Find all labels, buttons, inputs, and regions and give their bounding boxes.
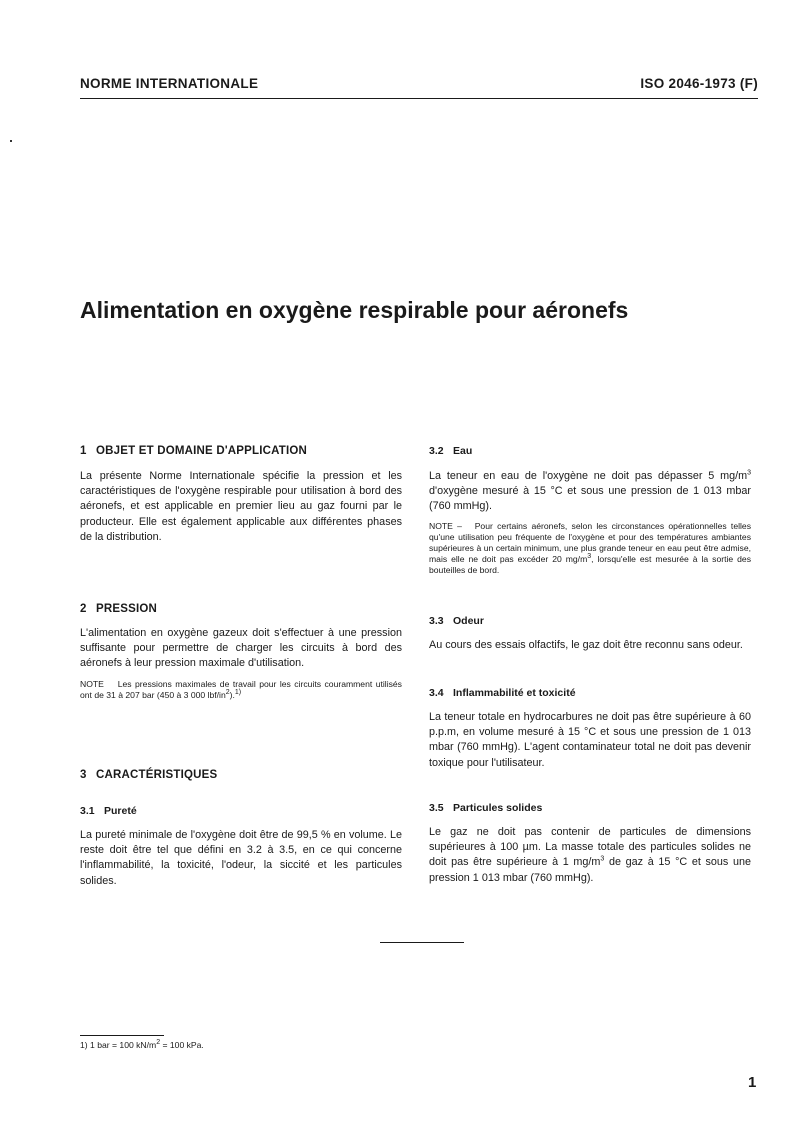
section-3-1-body: La pureté minimale de l'oxygène doit être de 99,5 % en volume. Le reste doit être tel que défini en 3.2 à 3.5, en ce qui concerne l'inflammabilité, la toxicité, l'odeur, la siccité et les particules solides. bbox=[80, 829, 402, 887]
section-3-2-heading bbox=[429, 445, 751, 457]
section-3-5-title: Particules solides bbox=[453, 802, 543, 814]
section-3-5-number: 3.5 bbox=[429, 802, 444, 814]
section-1-body: La présente Norme Internationale spécifie la pression et les caractéristiques de l'oxygène respirable pour utilisation à bord des aéronefs, et est applicable en premier lieu au gaz fourni par le producteur. Elle est également applicable aux différentes phases de la distribution. bbox=[80, 470, 402, 543]
section-3-4-number: 3.4 bbox=[429, 687, 444, 699]
end-of-text-rule bbox=[380, 942, 464, 943]
section-2-heading bbox=[80, 603, 402, 615]
section-2-number: 2 bbox=[80, 603, 87, 615]
section-3-4 bbox=[429, 687, 751, 771]
section-3-2-body-b: d'oxygène mesuré à 15 °C et sous une pression de 1 013 mbar (760 mmHg). bbox=[429, 485, 751, 513]
section-1 bbox=[80, 445, 402, 545]
section-2-note bbox=[80, 679, 402, 701]
footnote-ref: 1) bbox=[234, 688, 242, 696]
section-2-note-label: NOTE bbox=[80, 678, 104, 689]
section-1-title: OBJET ET DOMAINE D'APPLICATION bbox=[96, 445, 308, 457]
section-2-note-text: Les pressions maximales de travail pour les circuits couramment utilisés ont de 31 à 207 bar (450 à 3 000 lbf/in bbox=[80, 678, 402, 700]
section-3-4-heading bbox=[429, 687, 751, 699]
scan-speck bbox=[10, 140, 12, 142]
running-header bbox=[80, 76, 758, 99]
section-2-title: PRESSION bbox=[96, 603, 158, 615]
section-3-4-body: La teneur totale en hydrocarbures ne doit pas être supérieure à 60 p.p.m, en volume mesuré à 15 °C et sous une pression de 1 013 mbar (760 mmHg). L'agent contaminateur total ne doit pas devenir toxique pour l'utilisateur. bbox=[429, 711, 751, 769]
section-3-1-title: Pureté bbox=[104, 805, 137, 817]
section-3-3-number: 3.3 bbox=[429, 615, 444, 627]
section-3 bbox=[80, 769, 402, 781]
section-3-5-body-b: de gaz à 15 °C et sous une pression 1 013 mbar (760 mmHg). bbox=[429, 856, 752, 884]
document-title: Alimentation en oxygène respirable pour aéronefs bbox=[80, 297, 629, 323]
header-right: ISO 2046-1973 (F) bbox=[640, 76, 758, 91]
section-3-2-body-sup: 3 bbox=[747, 469, 751, 477]
section-3-2-note-b: , lorsqu'elle est mesurée à la sortie des bouteilles de bord. bbox=[429, 554, 752, 576]
section-3-2 bbox=[429, 445, 751, 577]
section-3-5-body-sup: 3 bbox=[600, 855, 605, 863]
section-3-1-number: 3.1 bbox=[80, 805, 95, 817]
section-2-body: L'alimentation en oxygène gazeux doit s'effectuer à une pression suffisante pour permettre de charger les circuits à bord des aéronefs à leur pression maximale d'utilisation. bbox=[80, 627, 402, 670]
section-3-3-body: Au cours des essais olfactifs, le gaz doit être reconnu sans odeur. bbox=[429, 639, 743, 651]
section-3-3 bbox=[429, 615, 751, 653]
section-3-3-heading bbox=[429, 615, 751, 627]
section-3-heading bbox=[80, 769, 402, 781]
section-3-2-note bbox=[429, 521, 751, 577]
section-1-number: 1 bbox=[80, 445, 87, 457]
section-3-2-title: Eau bbox=[453, 445, 473, 457]
section-3-title: CARACTÉRISTIQUES bbox=[96, 769, 218, 781]
section-3-1 bbox=[80, 805, 402, 889]
section-3-number: 3 bbox=[80, 769, 87, 781]
section-3-5-heading bbox=[429, 802, 751, 814]
section-2-note-sup: 2 bbox=[225, 688, 230, 696]
footnote-sup: 2 bbox=[156, 1039, 161, 1047]
section-3-2-note-sup: 3 bbox=[587, 553, 592, 561]
footnote bbox=[80, 1040, 204, 1050]
section-2 bbox=[80, 603, 402, 701]
header-left: NORME INTERNATIONALE bbox=[80, 76, 259, 91]
section-3-2-number: 3.2 bbox=[429, 445, 444, 457]
section-2-note-end: ). bbox=[229, 689, 235, 700]
section-3-2-note-a: Pour certains aéronefs, selon les circonstances opérationnelles telles qu'une utilisation peu fréquente de l'oxygène et pour des températures ambiantes supérieures à un certain minimum, une plus grande teneur en eau peut être admise, mais elle ne doit pas excéder 20 mg/m bbox=[429, 520, 751, 565]
section-3-5-body bbox=[429, 825, 751, 886]
section-3-2-body-a: La teneur en eau de l'oxygène ne doit pas dépasser 5 mg/m bbox=[429, 470, 748, 482]
section-1-heading bbox=[80, 445, 402, 457]
section-3-5-body-a: Le gaz ne doit pas contenir de particules de dimensions supérieures à 100 µm. La masse totale des particules solides ne doit pas être supérieure à 1 mg/m bbox=[429, 826, 751, 869]
footnote-rule bbox=[80, 1035, 164, 1036]
section-3-5 bbox=[429, 802, 751, 886]
footnote-text-b: = 100 kPa. bbox=[160, 1040, 204, 1050]
section-3-3-title: Odeur bbox=[453, 615, 484, 627]
footnote-text-a: 1) 1 bar = 100 kN/m bbox=[80, 1040, 157, 1050]
section-3-4-title: Inflammabilité et toxicité bbox=[453, 687, 576, 699]
section-3-2-body bbox=[429, 469, 751, 515]
section-3-2-note-label: NOTE – bbox=[429, 520, 462, 531]
page-number: 1 bbox=[748, 1074, 757, 1091]
section-3-1-heading bbox=[80, 805, 402, 817]
